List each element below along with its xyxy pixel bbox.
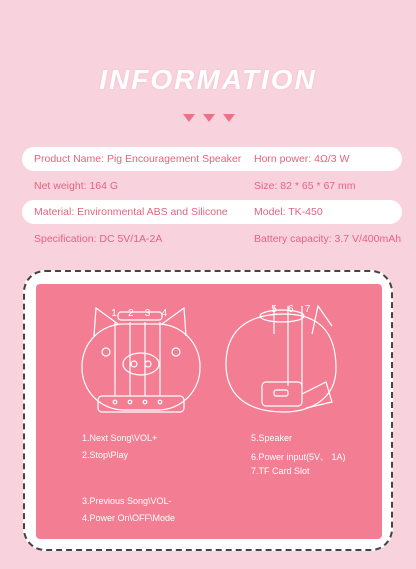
front-button-numbers [107,308,171,319]
number-3: 3 [144,308,151,319]
label-tf-card: 7.TF Card Slot [251,466,310,476]
spec-row-3 [22,200,402,224]
number-2: 2 [128,308,134,319]
number-6: 6 [288,304,294,315]
label-speaker: 5.Speaker [251,433,293,443]
specification-text: Specification: DC 5V/1A-2A [34,233,163,245]
material-text: Material: Environmental ABS and Silicone [34,206,228,218]
label-stop-play: 2.Stop\Play [82,450,129,460]
spec-row-4 [22,227,402,251]
label-power-input: 6.Power input(5V、 1A) [251,452,346,462]
spec-row-1 [22,147,402,171]
product-name-text: Product Name: Pig Encouragement Speaker [34,153,242,165]
model-text: Model: TK-450 [254,206,323,218]
label-next-song: 1.Next Song\VOL+ [82,433,158,443]
horn-power-text: Horn power: 4Ω/3 W [254,153,350,165]
net-weight-text: Net weight: 164 G [34,180,119,192]
spec-row-2 [22,174,402,198]
size-text: Size: 82 * 65 * 67 mm [254,180,356,192]
back-part-numbers [267,304,315,315]
down-arrows-icon [183,114,235,126]
back-speaker-outline [226,306,336,412]
number-7: 7 [304,304,311,315]
number-4: 4 [161,308,168,319]
speaker-diagram [36,284,382,434]
label-previous-song: 3.Previous Song\VOL- [82,496,172,506]
page-title: INFORMATION [99,64,317,95]
label-power-mode: 4.Power On\OFF\Mode [82,513,176,523]
number-1: 1 [111,308,117,319]
number-5: 5 [271,304,277,315]
front-speaker-outline [82,308,200,412]
battery-text: Battery capacity: 3.7 V/400mAh [254,233,402,245]
